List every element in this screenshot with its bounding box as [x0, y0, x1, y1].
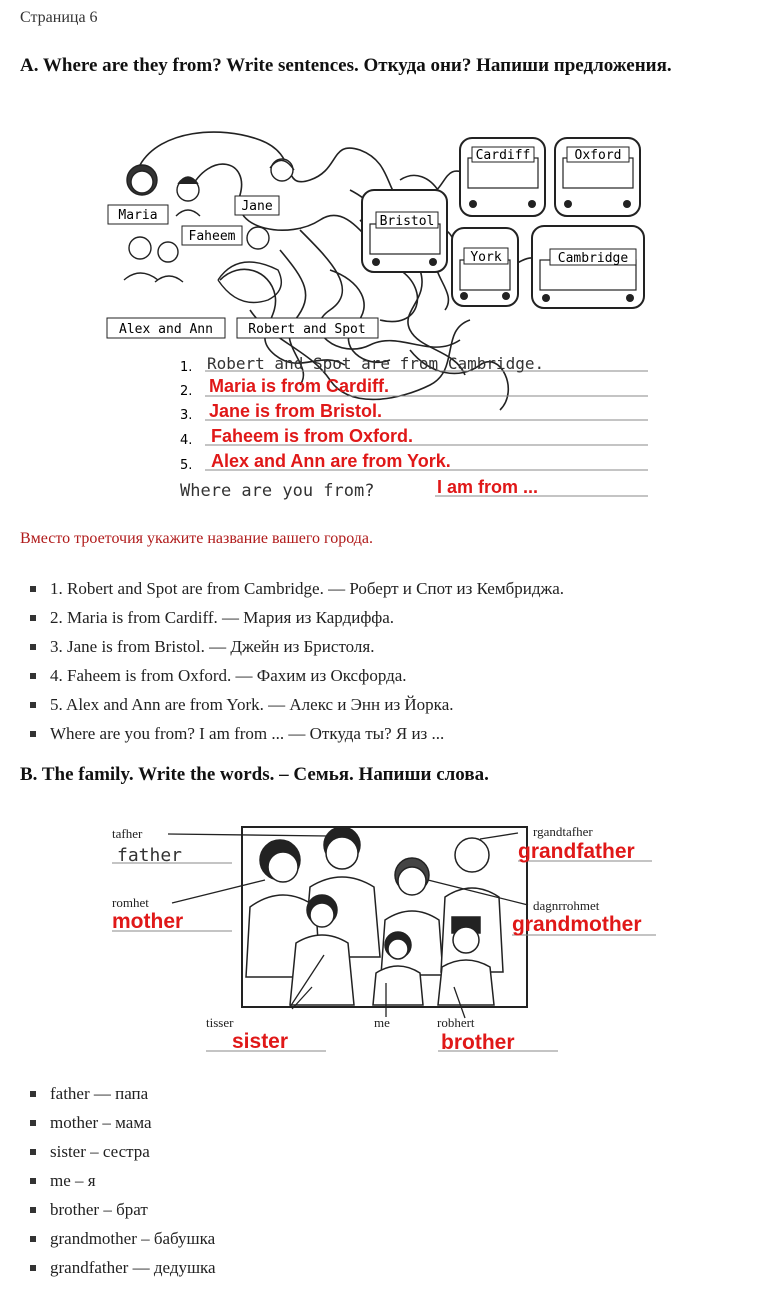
line-num-1: 1. [180, 360, 193, 375]
bus-york-label: York [470, 250, 502, 265]
answer-grandfather: grandfather [518, 840, 635, 863]
list-item: mother – мама [30, 1108, 216, 1137]
answer-mother: mother [112, 910, 184, 933]
scrambled-me: me [374, 1015, 390, 1030]
bus-cambridge-label: Cambridge [557, 251, 629, 266]
line-num-5: 5. [180, 458, 193, 473]
answer-text: I am from ... [437, 477, 539, 497]
translations-list [30, 574, 564, 748]
bus-cardiff [460, 138, 545, 216]
answer-lines [180, 354, 648, 501]
exercise-a-image [100, 120, 660, 505]
label-maria: Maria [118, 208, 158, 223]
section-b-title: B. The family. Write the words. – Семья. Напиши слова. [20, 764, 489, 785]
line-num-4: 4. [180, 433, 193, 448]
bus-cambridge [532, 226, 644, 308]
list-item: Where are you from? I am from ... — Откуда ты? Я из ... [30, 719, 564, 748]
bus-oxford-label: Oxford [574, 148, 622, 163]
list-item: grandmother – бабушка [30, 1224, 216, 1253]
answer-sister: sister [232, 1030, 289, 1053]
list-item: brother – брат [30, 1195, 216, 1224]
list-item: 1. Robert and Spot are from Cambridge. — Роберт и Спот из Кембриджа. [30, 574, 564, 603]
words-list [30, 1079, 216, 1282]
list-item: father — папа [30, 1079, 216, 1108]
line-num-2: 2. [180, 384, 193, 399]
note-text: Вместо троеточия укажите название вашего города. [20, 530, 373, 547]
scrambled-tisser: tisser [206, 1015, 234, 1030]
bus-york [452, 228, 518, 306]
line-text-4: Faheem is from Oxford. [211, 426, 414, 446]
name-labels [107, 196, 378, 338]
bus-cardiff-label: Cardiff [475, 148, 531, 163]
list-item: me – я [30, 1166, 216, 1195]
bus-oxford [555, 138, 640, 216]
scrambled-romhet: romhet [112, 895, 149, 910]
question-text: Where are you from? [180, 481, 375, 501]
label-jane: Jane [241, 199, 273, 214]
answer-father: father [117, 845, 183, 866]
line-text-2: Maria is from Cardiff. [209, 376, 390, 396]
scrambled-robhert: robhert [437, 1015, 475, 1030]
label-alex-ann: Alex and Ann [119, 322, 213, 337]
answer-grandmother: grandmother [512, 913, 642, 936]
list-item: 5. Alex and Ann are from York. — Алекс и Энн из Йорка. [30, 690, 564, 719]
exercise-b-image [100, 815, 670, 1060]
bus-bristol-label: Bristol [379, 214, 435, 229]
line-num-3: 3. [180, 408, 193, 423]
list-item: grandfather — дедушка [30, 1253, 216, 1282]
line-text-5: Alex and Ann are from York. [211, 451, 451, 471]
list-item: 4. Faheem is from Oxford. — Фахим из Оксфорда. [30, 661, 564, 690]
section-a-title: A. Where are they from? Write sentences. Откуда они? Напиши предложения. [20, 55, 672, 76]
bus-bristol [362, 190, 447, 272]
answer-brother: brother [441, 1031, 515, 1054]
line-text-3: Jane is from Bristol. [209, 401, 383, 421]
scrambled-dagnrrohmet: dagnrrohmet [533, 898, 600, 913]
list-item: sister – сестра [30, 1137, 216, 1166]
label-robert-spot: Robert and Spot [248, 322, 366, 337]
list-item: 3. Jane is from Bristol. — Джейн из Бристоля. [30, 632, 564, 661]
list-item: 2. Maria is from Cardiff. — Мария из Кардиффа. [30, 603, 564, 632]
scrambled-rgandtafher: rgandtafher [533, 824, 593, 839]
label-faheem: Faheem [188, 229, 236, 244]
scrambled-tafher: tafher [112, 826, 143, 841]
line-text-1: Robert and Spot are from Cambridge. [207, 354, 545, 373]
page-label: Страница 6 [20, 9, 98, 26]
